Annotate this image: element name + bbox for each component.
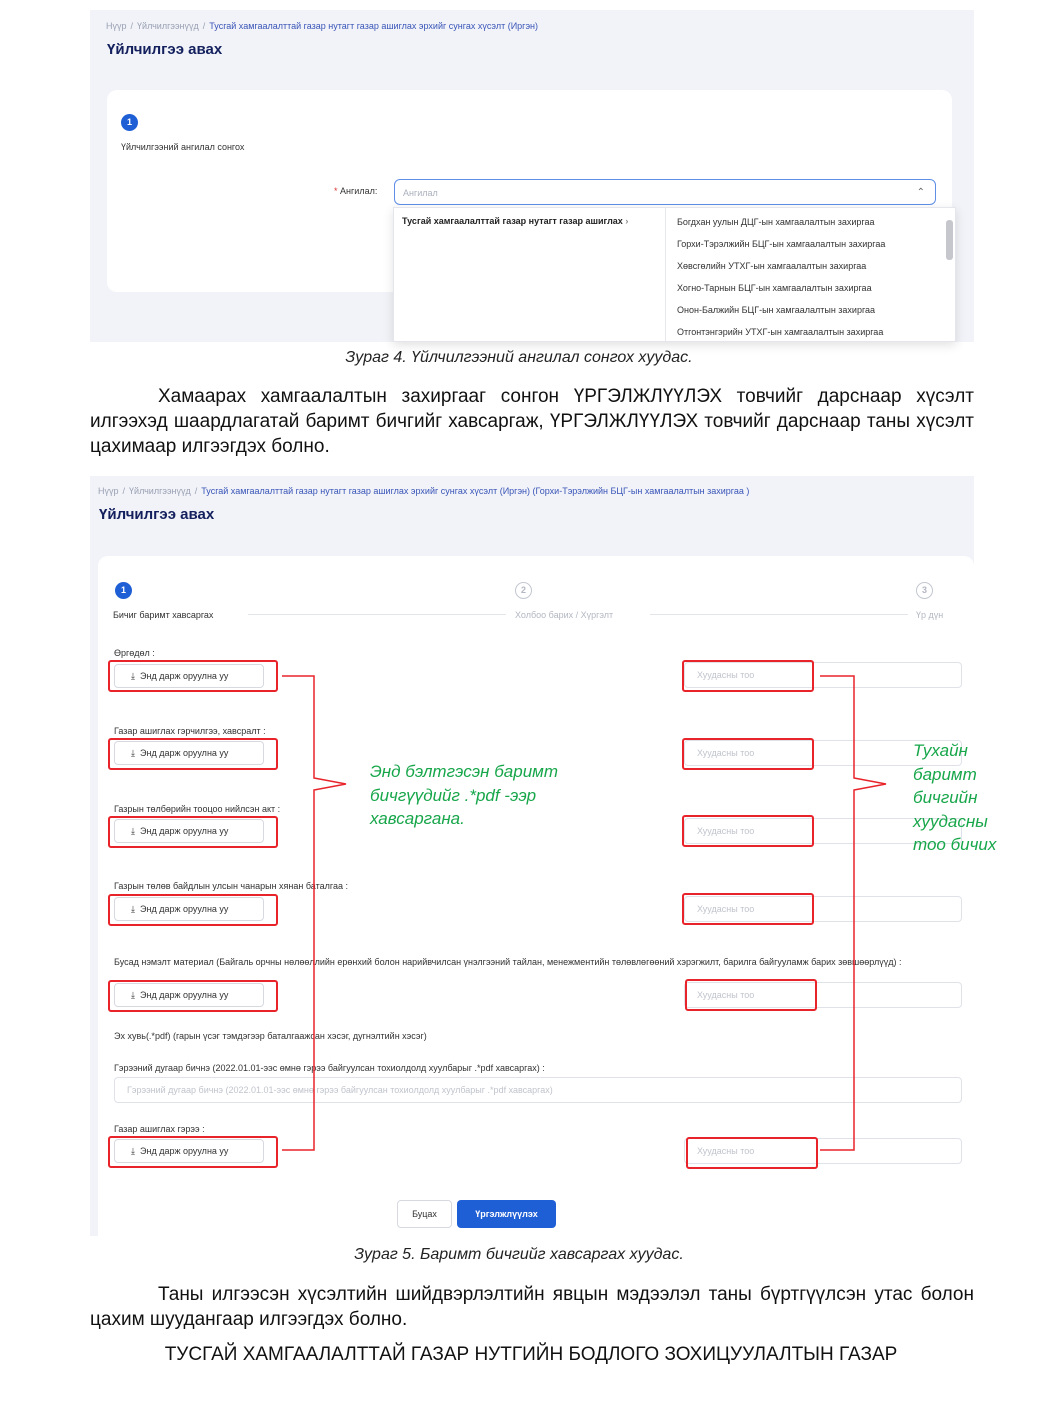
highlight-box (108, 738, 278, 770)
breadcrumb: Нүүр / Үйлчилгээнүүд / Тусгай хамгаалалттай газар нутагт газар ашиглах эрхийг сунгах хүсэлт (Иргэн) (106, 21, 539, 31)
dropdown-category-column (394, 208, 666, 341)
highlight-box (682, 893, 814, 925)
upload-button-label: Энд дарж оруулна уу (140, 671, 229, 681)
step-1-indicator: 1 (121, 114, 138, 131)
field-label: Газрын төлбөрийн тооцоо нийлсэн акт : (114, 804, 281, 814)
upload-button-label: Энд дарж оруулна уу (140, 748, 229, 758)
page-title: Үйлчилгээ авах (99, 506, 215, 523)
dropdown-item[interactable]: Отгонтэнгэрийн УТХГ-ын хамгаалалтын захиргаа (677, 327, 884, 337)
highlight-box (682, 660, 814, 692)
highlight-box (108, 894, 278, 926)
step-connector (650, 614, 908, 615)
back-button[interactable]: Буцах (397, 1200, 452, 1228)
highlight-box (686, 1137, 818, 1169)
upload-button-label: Энд дарж оруулна уу (140, 990, 229, 1000)
annotation-line: тоо бичих (913, 835, 997, 854)
category-placeholder: Ангилал (403, 188, 438, 198)
step-2-indicator: 2 (515, 582, 532, 599)
page-count-placeholder: Хуудасны тоо (697, 748, 755, 758)
breadcrumb-services[interactable]: Үйлчилгээнүүд (137, 21, 199, 31)
upload-icon: ⤓ (131, 1146, 135, 1156)
step-3-label: Үр дүн (916, 610, 944, 620)
page-count-placeholder: Хуудасны тоо (697, 904, 755, 914)
contract-number-placeholder: Гэрээний дугаар бичнэ (2022.01.01-ээс өмнө гэрээ байгуулсан тохиолдолд хуулбарыг .*pdf хавсаргах) (127, 1085, 553, 1095)
step-label: Үйлчилгээний ангилал сонгох (121, 142, 245, 152)
upload-icon: ⤓ (131, 671, 135, 681)
dropdown-item[interactable]: Хогно-Тарнын БЦГ-ын хамгаалалтын захиргаа (677, 283, 872, 293)
breadcrumb-services[interactable]: Үйлчилгээнүүд (129, 486, 191, 496)
dropdown-category-text: Тусгай хамгаалалттай газар нутагт газар ашиглах (402, 216, 623, 226)
highlight-box (108, 816, 278, 848)
breadcrumb-home[interactable]: Нүүр (98, 486, 119, 496)
breadcrumb-current: Тусгай хамгаалалттай газар нутагт газар ашиглах эрхийг сунгах хүсэлт (Иргэн) (209, 21, 539, 31)
annotation-line: бичгийн (913, 788, 978, 807)
paragraph-1: Хамаарах хамгаалалтын захиргааг сонгон ҮРГЭЛЖЛҮҮЛЭХ товчийг дарснаар хүсэлт илгээхэд шаардлагатай баримт бичгийг хавсаргаж, ҮРГЭЛЖЛҮҮЛЭХ товчийг дарснаар таны хүсэлт цахимаар илгээгдэх болно. (90, 386, 974, 457)
annotation-line: хуудасны (913, 811, 988, 831)
category-label-text: Ангилал: (340, 186, 378, 196)
bracket-left (280, 670, 350, 1160)
page-count-placeholder: Хуудасны тоо (697, 826, 755, 836)
step-2-label: Холбоо барих / Хүргэлт (515, 610, 614, 620)
figure5-caption: Зураг 5. Баримт бичгийг хавсаргах хуудас. (354, 1246, 684, 1263)
dropdown-category-option[interactable] (394, 208, 665, 234)
field-label: Газрын төлөв байдлын улсын чанарын хянан баталгаа : (114, 881, 348, 891)
step-1-label: Бичиг баримт хавсаргах (113, 610, 214, 620)
category-dropdown (393, 207, 956, 342)
scrollbar-thumb[interactable] (946, 220, 953, 260)
page-count-placeholder: Хуудасны тоо (697, 670, 755, 680)
step-connector (248, 614, 506, 615)
field-label: Өргөдөл : (114, 648, 155, 658)
category-label (334, 186, 377, 196)
annotation-line: баримт (913, 764, 977, 784)
annotation-right (913, 739, 996, 857)
highlight-box (682, 738, 814, 770)
highlight-box (108, 1136, 278, 1168)
chevron-up-icon[interactable]: ⌃ (916, 187, 925, 198)
dropdown-items-column (667, 211, 947, 342)
dropdown-item[interactable]: Хөвсгөлийн УТХГ-ын хамгаалалтын захиргаа (677, 261, 867, 271)
required-mark: * (334, 186, 338, 196)
category-select[interactable] (394, 179, 936, 205)
dropdown-item[interactable]: Онон-Балжийн БЦГ-ын хамгаалалтын захиргаа (677, 305, 876, 315)
upload-icon: ⤓ (131, 904, 135, 914)
breadcrumb-home[interactable]: Нүүр (106, 21, 127, 31)
highlight-box (108, 660, 278, 692)
upload-button-label: Энд дарж оруулна уу (140, 826, 229, 836)
field-label: Газар ашиглах гэрчилгээ, хавсралт : (114, 726, 266, 736)
breadcrumb-current: Тусгай хамгаалалттай газар нутагт газар ашиглах эрхийг сунгах хүсэлт (Иргэн) (Горхи-Тэрэлжийн БЦГ-ын хамгаалалтын захиргаа ) (201, 486, 750, 496)
annotation-left (370, 760, 558, 831)
page-title: Үйлчилгээ авах (107, 41, 223, 58)
annotation-line: Энд бэлтгэсэн баримт (370, 762, 558, 781)
upload-icon: ⤓ (131, 748, 135, 758)
dropdown-item[interactable]: Горхи-Тэрэлжийн БЦГ-ын хамгаалалтын захиргаа (677, 239, 886, 249)
field-label: Бусад нэмэлт материал (Байгаль орчны нөлөөллийн ерөнхий болон нарийвчилсан үнэлгээний тайлан, менежментийн төлөвлөгөөний хэрэгжилт, барилга байгууламж барих зөвшөөрлүүд) : (114, 957, 902, 967)
original-copy-hint: Эх хувь(.*pdf) (гарын үсэг тэмдэгээр баталгаажсан хэсэг, дугнэлтийн хэсэг) (114, 1031, 427, 1041)
highlight-box (108, 980, 278, 1012)
page-count-placeholder: Хуудасны тоо (697, 990, 755, 1000)
dropdown-item[interactable]: Богдхан уулын ДЦГ-ын хамгаалалтын захиргаа (677, 217, 875, 227)
dropdown-scrollbar[interactable] (945, 212, 953, 337)
annotation-line: Тухайн (913, 741, 968, 760)
step-3-indicator: 3 (916, 582, 933, 599)
upload-button-label: Энд дарж оруулна уу (140, 1146, 229, 1156)
breadcrumb: Нүүр / Үйлчилгээнүүд / Тусгай хамгаалалттай газар нутагт газар ашиглах эрхийг сунгах хүсэлт (Иргэн) (Горхи-Тэрэлжийн БЦГ-ын хамгаалалтын захиргаа ) (98, 486, 750, 496)
figure4-caption: Зураг 4. Үйлчилгээний ангилал сонгох хуудас. (345, 349, 693, 366)
footer-org: ТУСГАЙ ХАМГААЛАЛТТАЙ ГАЗАР НУТГИЙН БОДЛОГО ЗОХИЦУУЛАЛТЫН ГАЗАР (164, 1344, 898, 1365)
chevron-right-icon: › (625, 216, 629, 226)
continue-button[interactable]: Үргэлжлүүлэх (457, 1200, 556, 1228)
page-count-placeholder: Хуудасны тоо (697, 1146, 755, 1156)
upload-icon: ⤓ (131, 826, 135, 836)
bracket-right (818, 670, 890, 1160)
highlight-box (682, 815, 814, 847)
annotation-line: хавсаргана. (370, 809, 465, 828)
paragraph-2: Таны илгээсэн хүсэлтийн шийдвэрлэлтийн явцын мэдээлэл таны бүртгүүлсэн утас болон цахим шуудангаар илгээгдэх болно. (90, 1284, 974, 1330)
step-1-indicator: 1 (115, 582, 132, 599)
contract-number-label: Гэрээний дугаар бичнэ (2022.01.01-ээс өмнө гэрээ байгуулсан тохиолдолд хуулбарыг .*pdf хавсаргах) : (114, 1063, 545, 1073)
figure4-screenshot (90, 10, 974, 342)
field-label: Газар ашиглах гэрээ : (114, 1124, 205, 1134)
upload-icon: ⤓ (131, 990, 135, 1000)
upload-button-label: Энд дарж оруулна уу (140, 904, 229, 914)
highlight-box (685, 979, 817, 1011)
annotation-line: бичгүүдийг .*pdf -ээр (370, 785, 537, 805)
